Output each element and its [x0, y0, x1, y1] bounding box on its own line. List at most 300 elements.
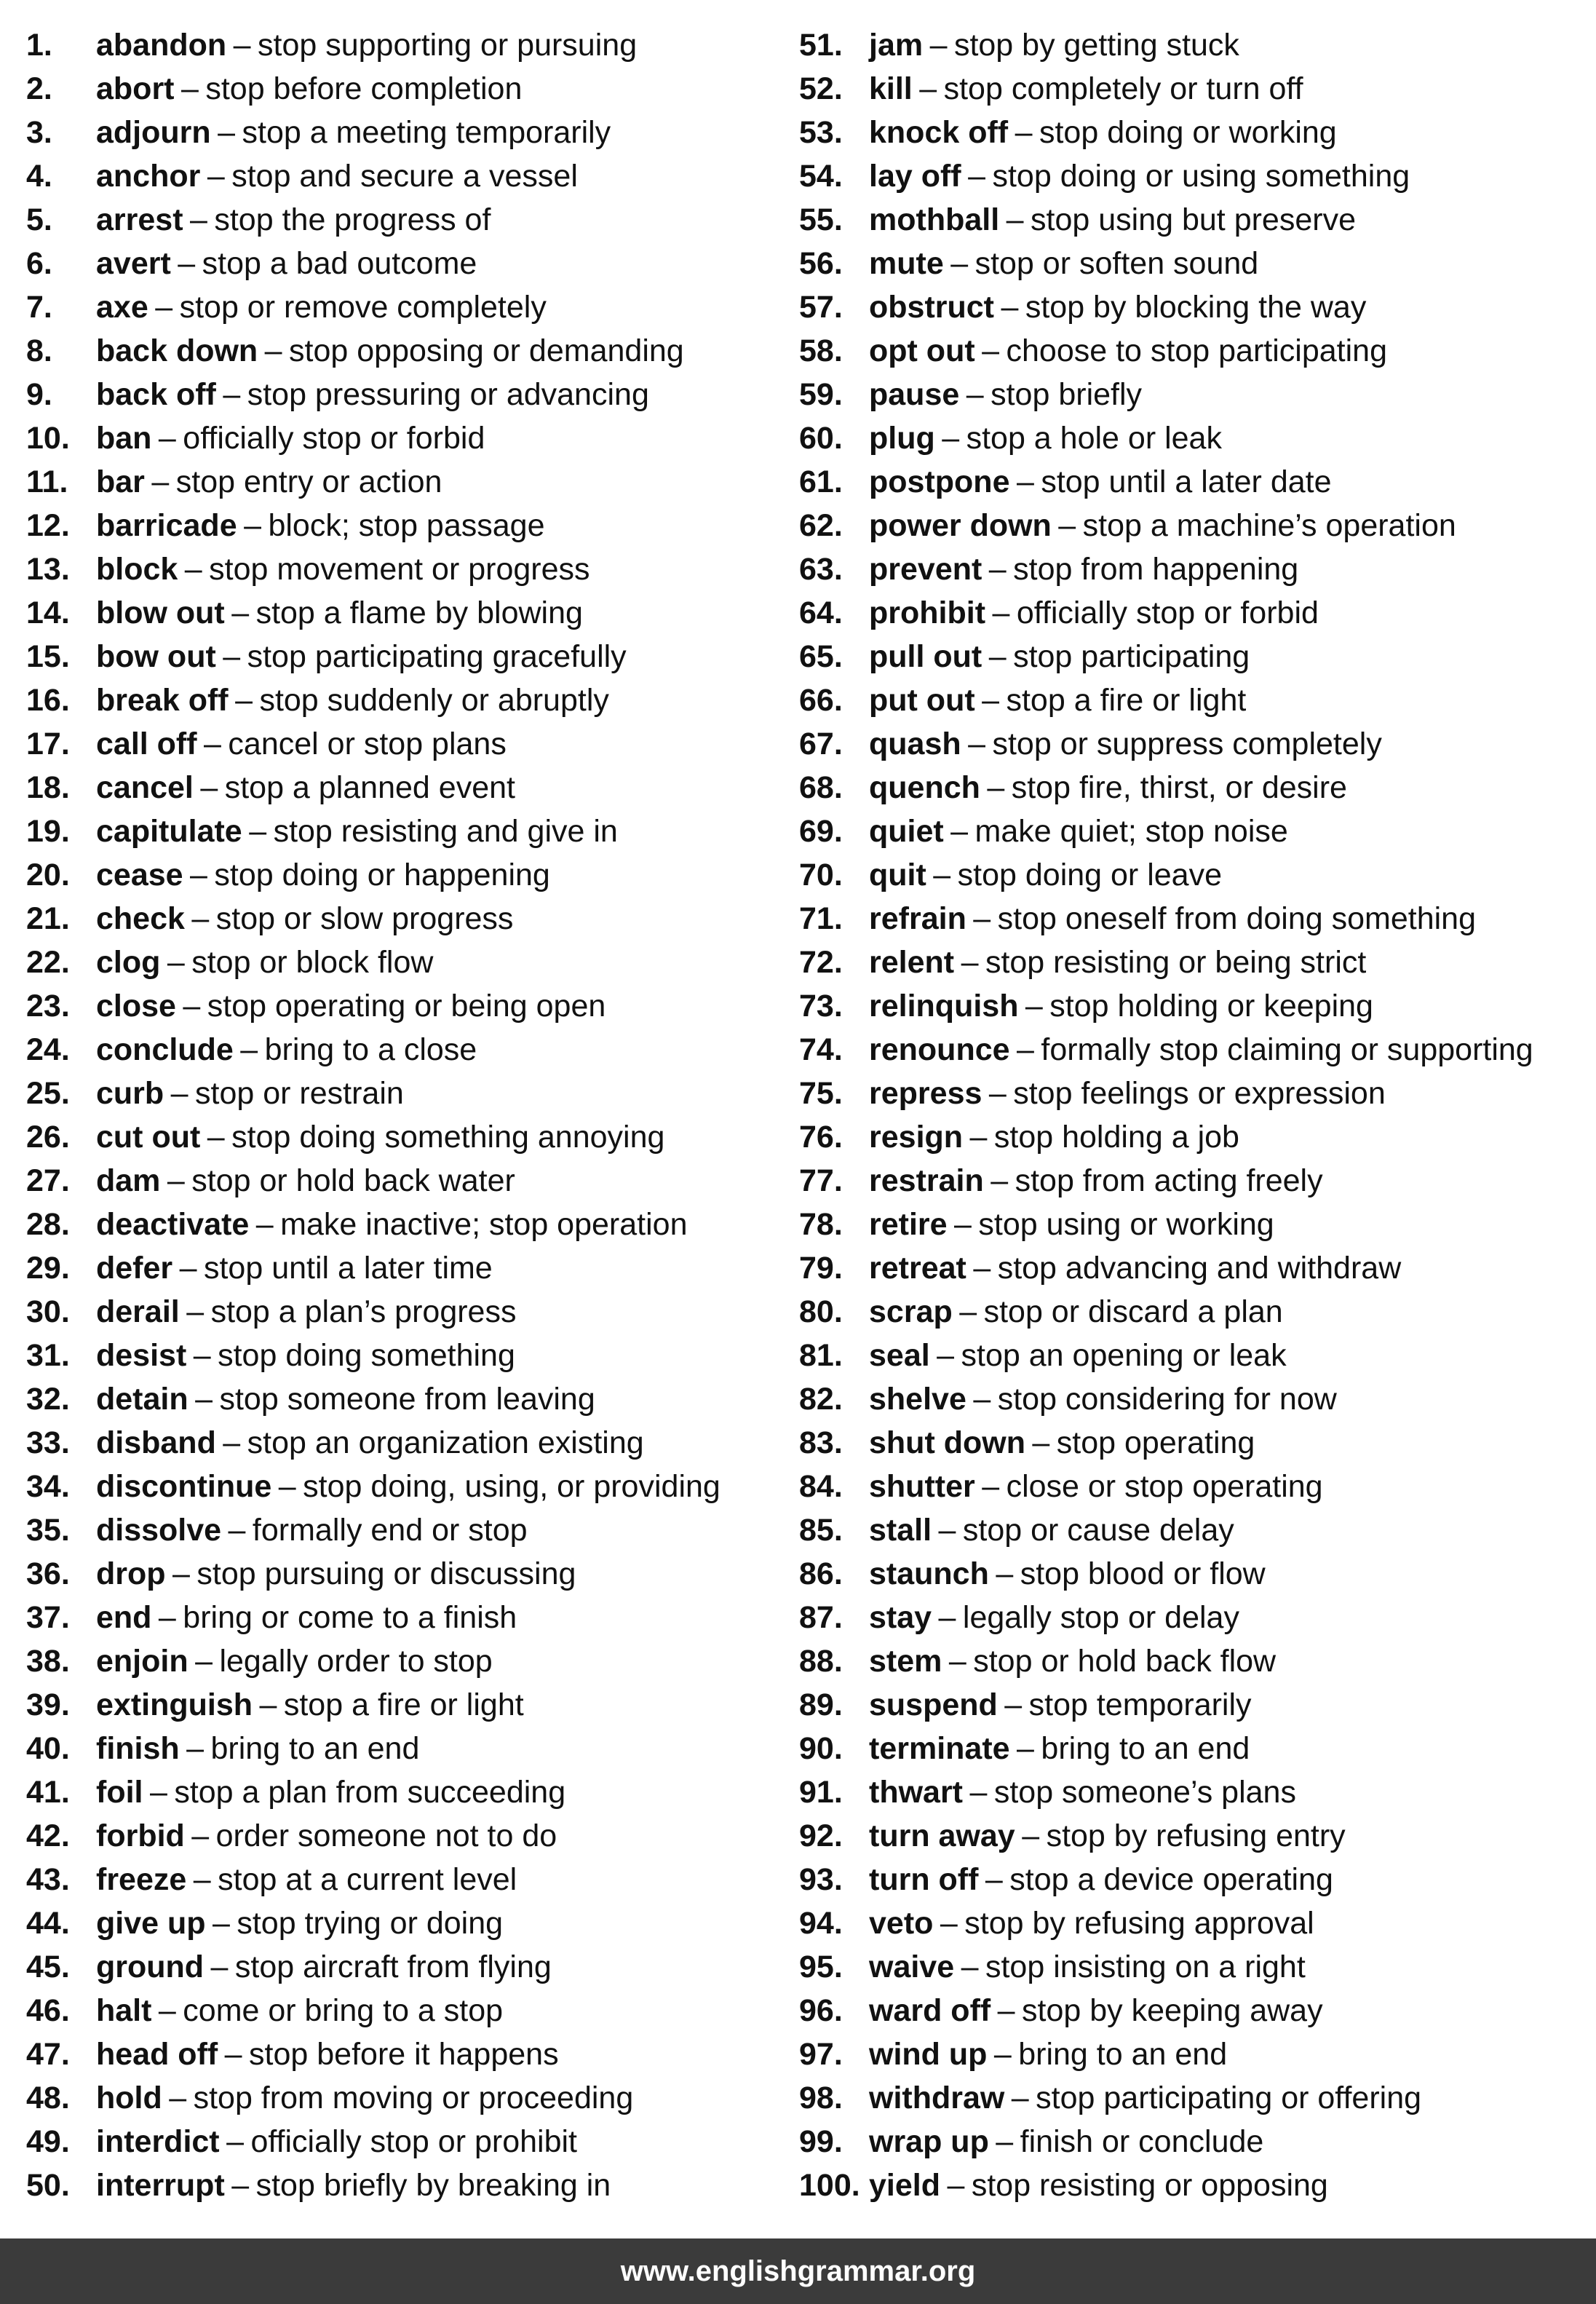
item-definition: stop doing something annoying [231, 1120, 665, 1155]
list-item [26, 1028, 783, 1072]
item-dash: – [982, 1469, 1000, 1504]
item-text [96, 635, 627, 678]
item-dash: – [264, 333, 282, 368]
item-definition: stop an opening or leak [961, 1338, 1287, 1373]
list-item [26, 1465, 783, 1508]
item-dash: – [1022, 1818, 1040, 1853]
item-word: finish [96, 1731, 180, 1766]
item-text [869, 897, 1476, 941]
item-dash: – [950, 246, 969, 281]
item-number: 68. [799, 770, 843, 805]
item-word: renounce [869, 1032, 1010, 1067]
item-number: 29. [26, 1251, 70, 1286]
item-text [96, 1989, 503, 2032]
item-text [869, 984, 1373, 1028]
item-number: 63. [799, 552, 843, 587]
list-item [26, 329, 783, 373]
item-text [869, 1377, 1337, 1421]
item-word: scrap [869, 1294, 953, 1329]
item-dash: – [1017, 1731, 1034, 1766]
list-item [26, 1683, 783, 1727]
item-word: head off [96, 2037, 218, 2072]
item-definition: stop operating [1056, 1425, 1255, 1460]
item-dash: – [190, 858, 207, 892]
item-dash: – [954, 1207, 972, 1242]
list-item [799, 1290, 1592, 1334]
item-dash: – [167, 1163, 185, 1198]
item-definition: stop a fire or light [1006, 683, 1247, 718]
item-number: 8. [26, 333, 52, 368]
item-dash: – [1025, 989, 1043, 1024]
item-dash: – [223, 1425, 241, 1460]
item-number: 23. [26, 989, 70, 1024]
word-list [0, 23, 1596, 2207]
item-text [869, 154, 1410, 198]
item-dash: – [1004, 1687, 1023, 1722]
list-item [26, 1814, 783, 1858]
item-text [869, 1901, 1314, 1945]
list-item [799, 285, 1592, 329]
item-number: 65. [799, 639, 843, 674]
item-number: 28. [26, 1207, 70, 1242]
list-item [799, 198, 1592, 242]
item-definition: stop insisting on a right [985, 1949, 1306, 1984]
item-definition: stop doing or working [1039, 115, 1337, 150]
item-dash: – [235, 683, 253, 718]
item-text [869, 1770, 1296, 1814]
item-dash: – [961, 1949, 979, 1984]
item-dash: – [178, 246, 196, 281]
item-dash: – [973, 901, 991, 936]
item-word: thwart [869, 1775, 963, 1810]
list-item [26, 154, 783, 198]
item-dash: – [1011, 2081, 1029, 2115]
item-definition: stop operating or being open [207, 989, 606, 1024]
item-word: conclude [96, 1032, 234, 1067]
item-dash: – [244, 508, 261, 543]
item-text [869, 635, 1250, 678]
item-text [96, 460, 442, 504]
item-text [96, 1334, 515, 1377]
list-item [26, 1159, 783, 1203]
item-definition: stop before it happens [249, 2037, 559, 2072]
item-number: 100. [799, 2168, 860, 2203]
item-word: knock off [869, 115, 1009, 150]
item-definition: stop blood or flow [1020, 1556, 1266, 1591]
item-word: put out [869, 683, 975, 718]
item-text [96, 1508, 528, 1552]
item-dash: – [180, 71, 199, 106]
list-item [26, 766, 783, 809]
item-word: quash [869, 727, 961, 761]
item-dash: – [961, 945, 979, 980]
item-word: mute [869, 246, 944, 281]
item-text [96, 111, 611, 154]
item-definition: stop movement or progress [209, 552, 590, 587]
item-text [869, 23, 1239, 67]
list-item [26, 2164, 783, 2207]
list-item [799, 809, 1592, 853]
item-definition: stop before completion [205, 71, 523, 106]
item-text [96, 897, 513, 941]
item-number: 13. [26, 552, 70, 587]
item-text [96, 591, 583, 635]
list-item [799, 2032, 1592, 2076]
item-number: 81. [799, 1338, 843, 1373]
item-dash: – [950, 814, 969, 849]
item-number: 61. [799, 464, 843, 499]
item-word: suspend [869, 1687, 998, 1722]
item-number: 3. [26, 115, 52, 150]
item-dash: – [186, 1294, 205, 1329]
item-number: 2. [26, 71, 52, 106]
item-dash: – [982, 333, 1000, 368]
list-item [26, 984, 783, 1028]
item-number: 87. [799, 1600, 843, 1635]
item-definition: stop doing something [218, 1338, 515, 1373]
item-word: interrupt [96, 2168, 225, 2203]
item-text [96, 984, 606, 1028]
list-item [799, 1072, 1592, 1115]
list-item [26, 416, 783, 460]
item-definition: stop a flame by blowing [255, 595, 583, 630]
item-word: repress [869, 1076, 982, 1111]
list-item [26, 1596, 783, 1639]
item-word: kill [869, 71, 913, 106]
item-number: 10. [26, 421, 70, 456]
item-dash: – [210, 1949, 229, 1984]
item-number: 66. [799, 683, 843, 718]
item-number: 32. [26, 1382, 70, 1417]
item-word: bow out [96, 639, 216, 674]
item-dash: – [191, 901, 210, 936]
list-item [799, 1377, 1592, 1421]
item-number: 27. [26, 1163, 70, 1198]
item-number: 85. [799, 1513, 843, 1548]
item-number: 69. [799, 814, 843, 849]
item-definition: stop from moving or proceeding [193, 2081, 634, 2115]
item-text [869, 547, 1298, 591]
item-text [96, 504, 545, 547]
item-word: veto [869, 1906, 934, 1941]
item-definition: stop holding a job [993, 1120, 1239, 1155]
item-number: 54. [799, 159, 843, 194]
list-item [799, 1683, 1592, 1727]
item-definition: stop feelings or expression [1013, 1076, 1386, 1111]
item-text [869, 1814, 1346, 1858]
item-number: 72. [799, 945, 843, 980]
item-word: desist [96, 1338, 187, 1373]
item-dash: – [226, 2124, 245, 2159]
item-word: enjoin [96, 1644, 188, 1679]
item-text [96, 678, 609, 722]
list-item [799, 547, 1592, 591]
item-definition: legally order to stop [219, 1644, 493, 1679]
item-number: 93. [799, 1862, 843, 1897]
item-text [96, 941, 433, 984]
item-number: 80. [799, 1294, 843, 1329]
item-dash: – [186, 1731, 205, 1766]
item-text [869, 678, 1246, 722]
item-dash: – [973, 1382, 991, 1417]
item-definition: stop advancing and withdraw [997, 1251, 1402, 1286]
item-word: dam [96, 1163, 161, 1198]
item-dash: – [255, 1207, 274, 1242]
item-definition: stop participating or offering [1036, 2081, 1422, 2115]
item-dash: – [988, 552, 1007, 587]
list-item [26, 722, 783, 766]
item-text [96, 1246, 493, 1290]
item-text [869, 416, 1222, 460]
item-dash: – [231, 2168, 250, 2203]
list-item [26, 1989, 783, 2032]
item-text [96, 2164, 611, 2207]
item-number: 1. [26, 28, 52, 63]
list-item [799, 635, 1592, 678]
item-dash: – [969, 1120, 988, 1155]
item-definition: stop briefly by breaking in [255, 2168, 611, 2203]
list-item [26, 1508, 783, 1552]
item-text [96, 373, 649, 416]
item-dash: – [966, 377, 984, 412]
item-word: stay [869, 1600, 932, 1635]
list-item [799, 1945, 1592, 1989]
item-text [869, 1639, 1276, 1683]
item-word: block [96, 552, 178, 587]
item-dash: – [224, 2037, 242, 2072]
item-text [96, 1683, 524, 1727]
list-item [26, 1246, 783, 1290]
item-dash: – [184, 552, 202, 587]
item-definition: bring or come to a finish [183, 1600, 517, 1635]
item-text [96, 154, 578, 198]
item-text [96, 1290, 516, 1334]
item-text [96, 1421, 644, 1465]
item-word: cease [96, 858, 183, 892]
item-word: restrain [869, 1163, 984, 1198]
word-list-column-right [799, 23, 1592, 2207]
item-text [869, 1203, 1274, 1246]
item-word: abort [96, 71, 175, 106]
item-word: stall [869, 1513, 932, 1548]
list-item [799, 1465, 1592, 1508]
item-number: 40. [26, 1731, 70, 1766]
item-definition: stop doing or leave [957, 858, 1222, 892]
item-dash: – [149, 1775, 167, 1810]
item-dash: – [997, 1993, 1015, 2028]
item-dash: – [231, 595, 250, 630]
item-dash: – [240, 1032, 258, 1067]
item-dash: – [940, 1906, 958, 1941]
item-dash: – [985, 1862, 1003, 1897]
item-dash: – [1001, 290, 1019, 325]
item-number: 26. [26, 1120, 70, 1155]
item-number: 97. [799, 2037, 843, 2072]
item-definition: stop a device operating [1009, 1862, 1333, 1897]
item-number: 42. [26, 1818, 70, 1853]
list-item [26, 373, 783, 416]
item-number: 91. [799, 1775, 843, 1810]
item-definition: stop using but preserve [1031, 202, 1356, 237]
item-word: retreat [869, 1251, 966, 1286]
list-item [799, 2076, 1592, 2120]
item-text [869, 1072, 1386, 1115]
item-word: back off [96, 377, 216, 412]
item-text [96, 766, 515, 809]
item-number: 33. [26, 1425, 70, 1460]
item-word: opt out [869, 333, 975, 368]
item-text [96, 2076, 633, 2120]
item-definition: stop opposing or demanding [289, 333, 684, 368]
item-text [96, 853, 550, 897]
item-definition: stop fire, thirst, or desire [1011, 770, 1347, 805]
item-text [96, 1770, 565, 1814]
item-word: turn away [869, 1818, 1015, 1853]
item-definition: stop by getting stuck [953, 28, 1239, 63]
item-dash: – [938, 1600, 956, 1635]
item-word: pull out [869, 639, 982, 674]
list-item [26, 1115, 783, 1159]
item-definition: come or bring to a stop [183, 1993, 504, 2028]
item-dash: – [1032, 1425, 1050, 1460]
item-number: 34. [26, 1469, 70, 1504]
item-definition: stop by refusing entry [1046, 1818, 1346, 1853]
item-dash: – [1058, 508, 1076, 543]
item-definition: stop participating [1013, 639, 1250, 674]
item-definition: bring to a close [264, 1032, 477, 1067]
item-number: 94. [799, 1906, 843, 1941]
item-word: pause [869, 377, 960, 412]
item-dash: – [233, 28, 251, 63]
item-definition: cancel or stop plans [228, 727, 507, 761]
list-item [26, 198, 783, 242]
item-number: 64. [799, 595, 843, 630]
item-definition: stop at a current level [218, 1862, 517, 1897]
item-text [869, 591, 1319, 635]
item-number: 24. [26, 1032, 70, 1067]
item-definition: stop resisting and give in [273, 814, 618, 849]
list-item [799, 1858, 1592, 1901]
list-item [799, 853, 1592, 897]
item-definition: stop an organization existing [247, 1425, 644, 1460]
item-text [96, 1639, 493, 1683]
item-dash: – [167, 945, 185, 980]
item-dash: – [937, 1338, 955, 1373]
list-item [26, 1858, 783, 1901]
list-item [26, 897, 783, 941]
item-definition: stop a meeting temporarily [242, 115, 611, 150]
list-item [799, 504, 1592, 547]
list-item [799, 591, 1592, 635]
item-word: back down [96, 333, 258, 368]
item-dash: – [919, 71, 937, 106]
item-number: 82. [799, 1382, 843, 1417]
list-item [799, 1639, 1592, 1683]
item-dash: – [193, 1862, 211, 1897]
item-word: seal [869, 1338, 930, 1373]
item-word: anchor [96, 159, 201, 194]
item-dash: – [158, 421, 176, 456]
item-dash: – [195, 1644, 213, 1679]
item-number: 21. [26, 901, 70, 936]
item-dash: – [223, 377, 241, 412]
item-word: withdraw [869, 2081, 1005, 2115]
list-item [799, 1727, 1592, 1770]
item-number: 44. [26, 1906, 70, 1941]
list-item [799, 460, 1592, 504]
item-dash: – [204, 727, 221, 761]
footer-url: www.englishgrammar.org [0, 2238, 1596, 2304]
item-dash: – [259, 1687, 277, 1722]
item-word: resign [869, 1120, 964, 1155]
item-definition: stop holding or keeping [1049, 989, 1373, 1024]
list-item [26, 547, 783, 591]
item-definition: stop oneself from doing something [997, 901, 1476, 936]
item-dash: – [929, 28, 948, 63]
list-item [799, 1115, 1592, 1159]
item-dash: – [249, 814, 267, 849]
list-item [26, 504, 783, 547]
item-word: wrap up [869, 2124, 989, 2159]
item-text [869, 1246, 1401, 1290]
item-text [869, 373, 1142, 416]
item-number: 79. [799, 1251, 843, 1286]
list-item [799, 1989, 1592, 2032]
item-word: shut down [869, 1425, 1025, 1460]
item-word: hold [96, 2081, 162, 2115]
list-item [799, 1028, 1592, 1072]
item-word: arrest [96, 202, 183, 237]
item-dash: – [969, 1775, 988, 1810]
item-word: relinquish [869, 989, 1019, 1024]
item-number: 99. [799, 2124, 843, 2159]
item-number: 48. [26, 2081, 70, 2115]
item-word: check [96, 901, 185, 936]
item-number: 92. [799, 1818, 843, 1853]
list-item [26, 809, 783, 853]
item-number: 84. [799, 1469, 843, 1504]
list-item [799, 984, 1592, 1028]
item-number: 11. [26, 464, 68, 499]
item-definition: officially stop or forbid [1016, 595, 1319, 630]
list-item [799, 2120, 1592, 2164]
item-dash: – [987, 770, 1005, 805]
item-definition: stop a bad outcome [202, 246, 477, 281]
item-definition: stop or slow progress [215, 901, 514, 936]
list-item [26, 678, 783, 722]
item-word: deactivate [96, 1207, 250, 1242]
item-number: 95. [799, 1949, 843, 1984]
item-dash: – [193, 1338, 211, 1373]
item-definition: stop by blocking the way [1025, 290, 1367, 325]
item-word: wind up [869, 2037, 988, 2072]
item-number: 41. [26, 1775, 70, 1810]
item-text [869, 1727, 1250, 1770]
list-item [799, 2164, 1592, 2207]
item-number: 6. [26, 246, 52, 281]
item-number: 77. [799, 1163, 843, 1198]
item-definition: stop a machine’s operation [1082, 508, 1456, 543]
item-dash: – [223, 639, 241, 674]
item-definition: stop the progress of [214, 202, 491, 237]
item-dash: – [183, 989, 201, 1024]
item-number: 19. [26, 814, 70, 849]
item-dash: – [169, 2081, 187, 2115]
item-word: relent [869, 945, 955, 980]
item-definition: stop or block flow [191, 945, 434, 980]
item-text [869, 1290, 1283, 1334]
list-item [799, 1159, 1592, 1203]
